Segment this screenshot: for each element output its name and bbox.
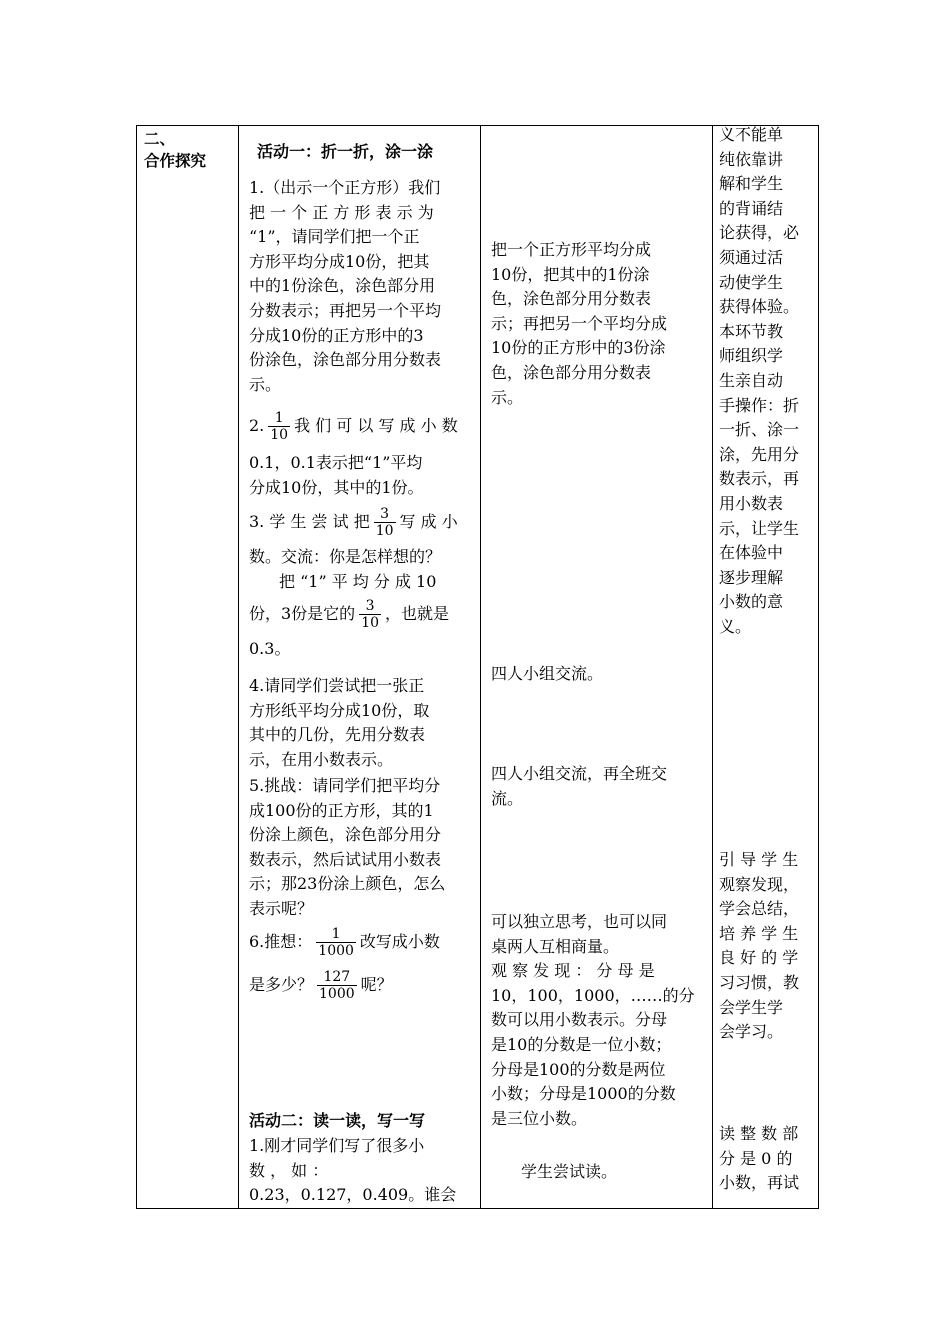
fraction-one-tenth: $\frac{1}{10}$ xyxy=(270,410,289,443)
student-line: 观 察 发 现 ： 分 母 是 xyxy=(491,961,655,981)
activity1-step3: 3. 学 生 尝 试 把 $\frac{3}{10}$ 写 成 小 数。交流：你是怎样想的？ 把 “1” 平 均 分 成 10 份，3份是它的 $\frac{3}{10}$ ，也就是 0.3。 xyxy=(249,506,458,659)
intent-line: 在体验中 xyxy=(719,543,784,563)
student-line: 示；再把另一个平均分成 xyxy=(491,313,668,333)
stage-number: 二、 xyxy=(144,129,176,148)
student-line: 10份的正方形中的3份涂 xyxy=(491,338,666,358)
activity2-body xyxy=(249,1134,471,1208)
fraction-127-thousandths: $\frac{127}{1000}$ xyxy=(319,969,355,1002)
intent-line: 一折、涂一 xyxy=(719,420,800,440)
teacher-activity-cell xyxy=(239,126,481,1209)
intent-line: 引 导 学 生 xyxy=(719,850,799,869)
intent-line: 习习惯，教 xyxy=(719,972,800,992)
activity2-line: 0.23，0.127，0.409。谁会 xyxy=(249,1185,457,1205)
intent-line: 纯依靠讲 xyxy=(719,149,784,169)
intent-line: 用小数表 xyxy=(719,493,784,513)
intent-line: 小数的意 xyxy=(719,592,784,612)
step1-line: 份涂色，涂色部分用分数表 xyxy=(249,350,442,370)
activity2-title: 活动二：读一读，写一写 xyxy=(249,1111,426,1130)
activity1-step6: 6.推想： $\frac{1}{1000}$ 改写成小数 是多少？ $\frac{127}{1000}$ 呢？ xyxy=(249,926,440,1002)
step2-number: 2. xyxy=(249,416,265,435)
step2-line: 分成10份，其中的1份。 xyxy=(249,477,424,497)
student-block-5: 学生尝试读。 xyxy=(521,1162,618,1181)
intent-line: 手操作：折 xyxy=(719,395,800,415)
activity1-step2 xyxy=(249,410,471,500)
intent-line: 示，让学生 xyxy=(719,518,800,538)
activity1-title: 活动一：折一折，涂一涂 xyxy=(257,142,434,161)
intent-line: 小数，再试 xyxy=(719,1173,800,1193)
activity1-step4 xyxy=(249,674,471,772)
intent-line: 师组织学 xyxy=(719,346,784,366)
step1-line: 方形平均分成10份，把其 xyxy=(249,251,430,271)
activity2-line: 数 ， 如 ： xyxy=(249,1160,329,1180)
stage-title: 合作探究 xyxy=(144,151,207,170)
intent-line: 获得体验。 xyxy=(719,297,800,317)
stage-cell xyxy=(137,126,239,1209)
intent-line: 良 好 的 学 xyxy=(719,948,799,968)
intent-line: 解和学生 xyxy=(719,174,784,194)
step1-line: 1.（出示一个正方形）我们 xyxy=(249,178,441,197)
student-line: 小数；分母是1000的分数 xyxy=(491,1084,676,1104)
stage-label xyxy=(144,128,234,172)
step5-line: 5.挑战：请同学们把平均分 xyxy=(249,776,441,795)
step5-line: 示；那23份涂上颜色，怎么 xyxy=(249,874,446,894)
step4-line: 方形纸平均分成10份，取 xyxy=(249,700,430,720)
student-block-2: 四人小组交流。 xyxy=(491,664,604,683)
step1-line: 把 一 个 正 方 形 表 示 为 xyxy=(249,202,434,222)
student-line: 四人小组交流，再全班交 xyxy=(491,764,668,783)
step5-line: 成100份的正方形，其的1 xyxy=(249,800,434,820)
intent-line: 数表示，再 xyxy=(719,469,800,489)
student-line: 10份，把其中的1份涂 xyxy=(491,264,650,284)
step4-line: 4.请同学们尝试把一张正 xyxy=(249,676,425,695)
student-block-1 xyxy=(491,238,703,410)
intent-line: 生亲自动 xyxy=(719,370,784,390)
student-line: 可以独立思考，也可以同 xyxy=(491,912,668,931)
student-line: 10，100，1000，……的分 xyxy=(491,985,695,1005)
intent-block-1 xyxy=(719,126,811,639)
intent-line: 读 整 数 部 xyxy=(719,1124,799,1143)
student-line: 流。 xyxy=(491,788,524,808)
student-line: 是10的分数是一位小数； xyxy=(491,1034,672,1054)
fraction-three-tenths: $\frac{3}{10}$ xyxy=(375,506,394,539)
lesson-plan-table xyxy=(136,125,819,1209)
intent-block-3 xyxy=(719,1122,811,1196)
step1-line: 中的1份涂色，涂色部分用 xyxy=(249,276,436,296)
step5-line: 表示呢？ xyxy=(249,898,314,918)
intent-line: 学会总结， xyxy=(719,899,800,919)
intent-line: 会学习。 xyxy=(719,1022,784,1042)
intent-line: 分 是 0 的 xyxy=(719,1148,793,1168)
activity2-line: 1.刚才同学们写了很多小 xyxy=(249,1136,425,1155)
table-row xyxy=(137,126,819,1209)
intent-line: 涂，先用分 xyxy=(719,444,800,464)
fraction-three-tenths: $\frac{3}{10}$ xyxy=(361,598,380,632)
step2-text: 我 们 可 以 写 成 小 数 xyxy=(294,416,458,435)
intent-line: 须通过活 xyxy=(719,247,784,267)
step5-line: 份涂上颜色，涂色部分用分 xyxy=(249,825,442,845)
student-line: 桌两人互相商量。 xyxy=(491,936,620,956)
step4-line: 其中的几份，先用分数表 xyxy=(249,725,426,745)
step1-line: 分数表示；再把另一个平均 xyxy=(249,300,442,320)
intent-line: 观察发现， xyxy=(719,874,800,894)
intent-line: 的背诵结 xyxy=(719,198,784,218)
intent-line: 会学生学 xyxy=(719,997,784,1017)
intent-line: 逐步理解 xyxy=(719,567,784,587)
intent-line: 本环节教 xyxy=(719,321,784,341)
intent-line: 义。 xyxy=(719,616,752,636)
step4-line: 示，在用小数表示。 xyxy=(249,749,394,769)
fraction-one-thousandth: $\frac{1}{1000}$ xyxy=(318,926,354,959)
student-line: 分母是100的分数是两位 xyxy=(491,1059,666,1079)
student-line: 示。 xyxy=(491,387,524,407)
activity1-step1 xyxy=(249,176,471,397)
student-block-4 xyxy=(491,910,703,1131)
intent-line: 动使学生 xyxy=(719,272,784,292)
student-line: 是三位小数。 xyxy=(491,1108,588,1128)
step1-line: 示。 xyxy=(249,374,282,394)
step1-line: 分成10份的正方形中的3 xyxy=(249,325,424,345)
student-line: 色，涂色部分用分数表 xyxy=(491,362,652,382)
student-block-3 xyxy=(491,762,703,811)
step5-line: 数表示，然后试试用小数表 xyxy=(249,849,442,869)
step1-line: “1”，请同学们把一个正 xyxy=(249,227,420,247)
step2-line: 0.1，0.1表示把“1”平均 xyxy=(249,453,423,472)
intent-line: 论获得，必 xyxy=(719,223,800,243)
student-activity-cell xyxy=(481,126,713,1209)
activity1-step5 xyxy=(249,774,471,922)
student-line: 数可以用小数表示。分母 xyxy=(491,1010,668,1030)
student-line: 把一个正方形平均分成 xyxy=(491,240,652,259)
intent-line: 义不能单 xyxy=(719,126,784,144)
student-line: 色，涂色部分用分数表 xyxy=(491,289,652,309)
intent-block-2 xyxy=(719,848,811,1045)
design-intent-cell xyxy=(713,126,819,1209)
intent-line: 培 养 学 生 xyxy=(719,923,799,943)
